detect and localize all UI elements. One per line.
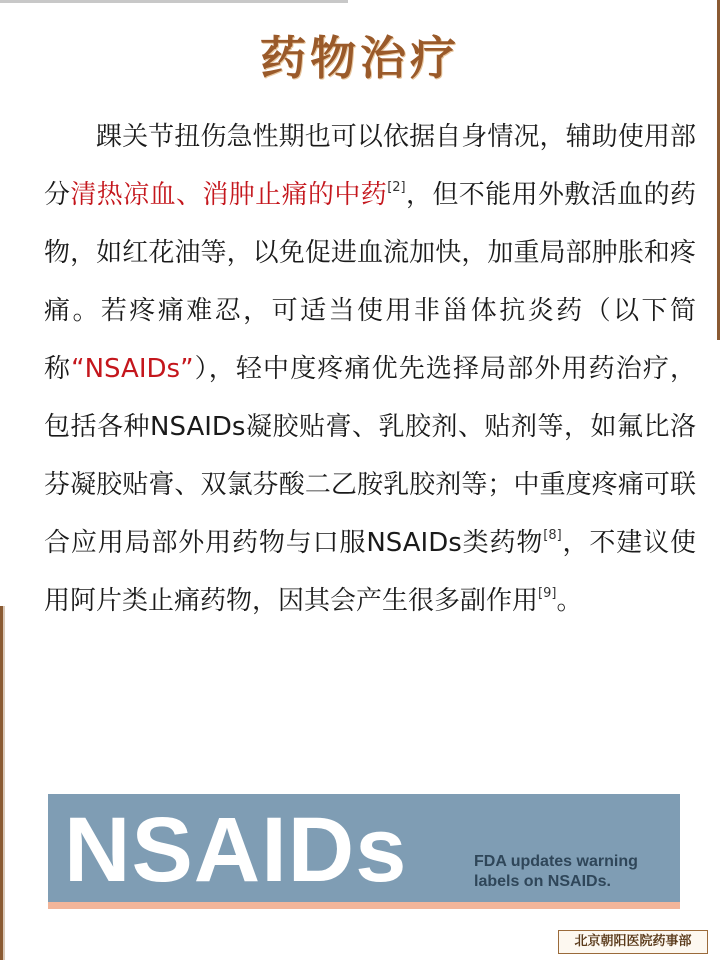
article-body (44, 108, 696, 630)
text-segment: ，但不能用外敷活血的药物，如红花油等，以免促进血流加快，加重局部肿胀和疼痛。若疼痛难忍，可适当使用非甾体抗炎药（以下简称 (44, 180, 696, 384)
page-title: 药物治疗 (260, 31, 460, 85)
highlight-nsaids: “NSAIDs” (71, 354, 194, 384)
paragraph (44, 108, 696, 630)
banner-headline: NSAIDs (64, 799, 408, 901)
banner-subtitle: FDA updates warning labels on NSAIDs. (474, 853, 638, 890)
text-segment: 踝关节扭伤急性期也可以依据自身情况，辅助使用部分 (44, 122, 696, 210)
top-border-line (0, 0, 348, 3)
source-stamp: 北京朝阳医院药事部 (558, 930, 708, 954)
reference-2: [2] (387, 180, 406, 195)
nsaids-banner-image (48, 794, 680, 902)
reference-8: [8] (543, 528, 562, 543)
left-border-shadow (3, 606, 5, 960)
banner-accent-stripe (48, 902, 680, 909)
text-segment: ，不建议使用阿片类止痛药物，因其会产生很多副作用 (44, 528, 696, 616)
highlight-tcm: 清热凉血、消肿止痛的中药 (70, 180, 388, 210)
reference-9: [9] (538, 586, 557, 601)
text-segment: 。 (556, 586, 583, 616)
text-segment: ），轻中度疼痛优先选择局部外用药治疗，包括各种NSAIDs凝胶贴膏、乳胶剂、贴剂等，如氟比洛芬凝胶贴膏、双氯芬酸二乙胺乳胶剂等；中重度疼痛可联合应用局部外用药物与口服NSAIDs类药物 (44, 354, 696, 558)
